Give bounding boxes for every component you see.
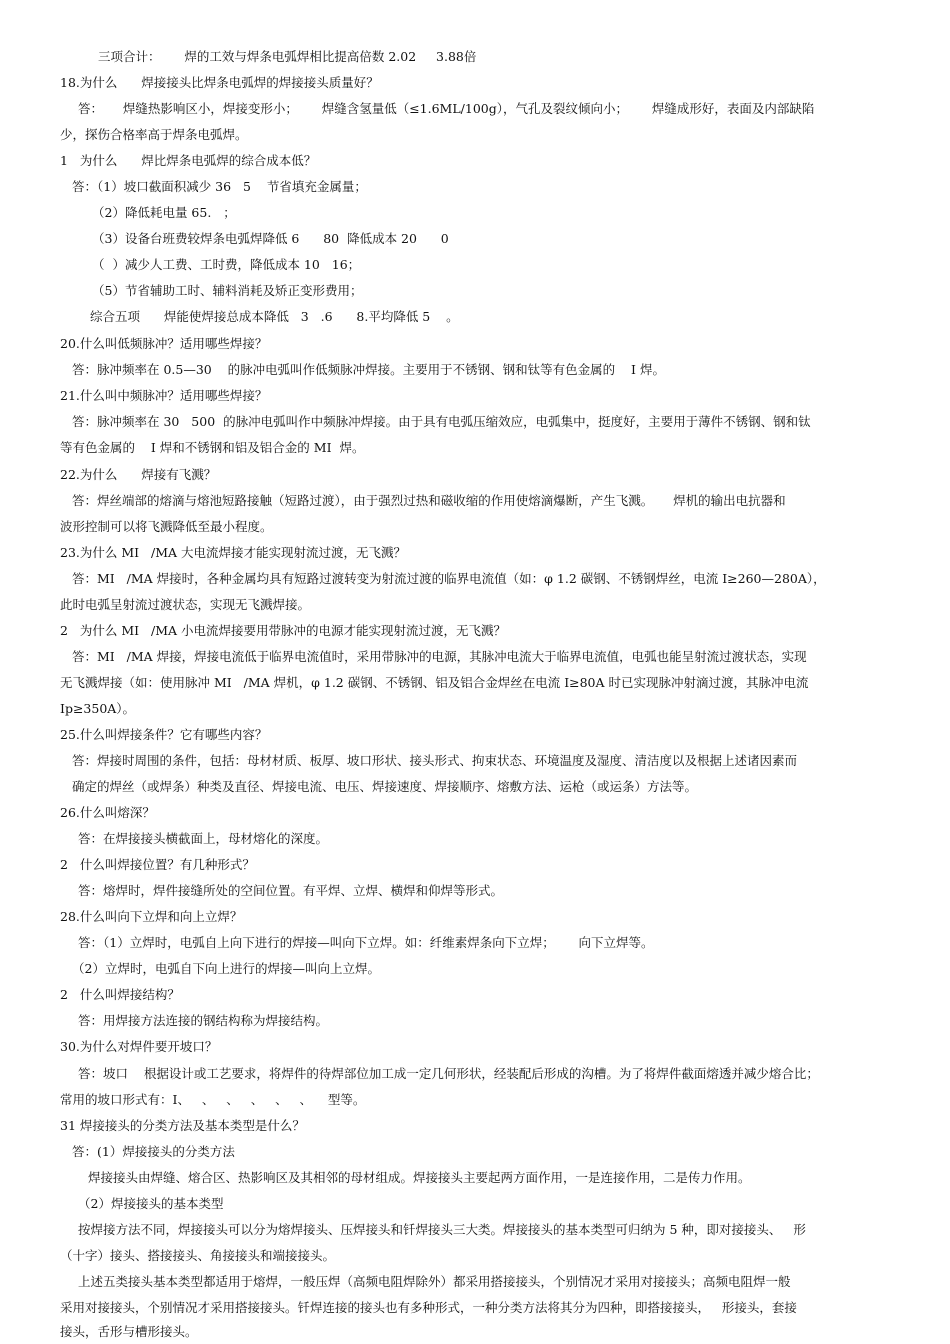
answer-line: 答：坡口 根据设计或工艺要求，将焊件的待焊部位加工成一定几何形状，经装配后形成的沟槽。为了将焊件截面熔透并减少熔合比； bbox=[78, 1066, 819, 1081]
answer-line: 答：MI /MA 焊接，焊接电流低于临界电流值时，采用带脉冲的电源，其脉冲电流大于临界电流值，电弧也能呈射流过渡状态，实现 bbox=[72, 649, 807, 664]
section-heading: （2）焊接接头的基本类型 bbox=[78, 1196, 224, 1211]
text-line: 上述五类接头基本类型都适用于熔焊，一般压焊（高频电阻焊除外）都采用搭接接头，个别情况才采用对接接头；高频电阻焊一般 bbox=[78, 1274, 791, 1289]
list-item: （3）设备台班费较焊条电弧焊降低 6 80 降低成本 20 0 bbox=[92, 231, 449, 246]
question-line: 23.为什么 MI /MA 大电流焊接才能实现射流过渡，无飞溅？ bbox=[60, 545, 407, 560]
question-line: 1 为什么 焊比焊条电弧焊的综合成本低？ bbox=[60, 153, 317, 168]
question-line: 2 什么叫焊接结构？ bbox=[60, 987, 180, 1002]
text-line: （2）立焊时，电弧自下向上进行的焊接—叫向上立焊。 bbox=[72, 961, 380, 976]
text-line: 综合五项 焊能使焊接总成本降低 3 .6 8.平均降低 5 。 bbox=[90, 309, 459, 324]
answer-line: 答：(1）焊接接头的分类方法 bbox=[72, 1144, 235, 1159]
text-line: 采用对接接头，个别情况才采用搭接接头。钎焊连接的接头也有多种形式，一种分类方法将其分为四种，即搭接接头， 形接头，套接 bbox=[60, 1300, 797, 1315]
text-line: 接头，舌形与槽形接头。 bbox=[60, 1324, 198, 1339]
list-item: （5）节省辅助工时、辅料消耗及矫正变形费用； bbox=[92, 283, 363, 298]
answer-line: 答：熔焊时，焊件接缝所处的空间位置。有平焊、立焊、横焊和仰焊等形式。 bbox=[78, 883, 504, 898]
answer-line: 答：焊接时周围的条件，包括：母材材质、板厚、坡口形状、接头形式、拘束状态、环境温度及湿度、清洁度以及根据上述诸因素而 bbox=[72, 753, 798, 768]
question-line: 22.为什么 焊接有飞溅？ bbox=[60, 467, 217, 482]
text-line: 常用的坡口形式有：I、 、 、 、 、 、 型等。 bbox=[60, 1092, 366, 1107]
answer-line: 答：用焊接方法连接的钢结构称为焊接结构。 bbox=[78, 1013, 329, 1028]
text-line: 此时电弧呈射流过渡状态，实现无飞溅焊接。 bbox=[60, 597, 311, 612]
question-line: 31 焊接接头的分类方法及基本类型是什么？ bbox=[60, 1118, 305, 1133]
list-item: （ ）减少人工费、工时费，降低成本 10 16； bbox=[92, 257, 361, 272]
list-item: （2）降低耗电量 65. ； bbox=[92, 205, 236, 220]
text-line: 少，探伤合格率高于焊条电弧焊。 bbox=[60, 127, 248, 142]
question-line: 26.什么叫熔深？ bbox=[60, 805, 155, 820]
answer-line: 答：脉冲频率在 30 500 的脉冲电弧叫作中频脉冲焊接。由于具有电弧压缩效应，电弧集中，挺度好，主要用于薄件不锈钢、钢和钛 bbox=[72, 414, 811, 429]
text-line: 波形控制可以将飞溅降低至最小程度。 bbox=[60, 519, 273, 534]
text-line: 三项合计： 焊的工效与焊条电弧焊相比提高倍数 2.02 3.88倍 bbox=[98, 49, 477, 64]
question-line: 18.为什么 焊接接头比焊条电弧焊的焊接接头质量好？ bbox=[60, 75, 379, 90]
answer-line: 答：（1）坡口截面积减少 36 5 节省填充金属量； bbox=[72, 179, 367, 194]
answer-line: 答：焊丝端部的熔滴与熔池短路接触（短路过渡），由于强烈过热和磁收缩的作用使熔滴爆断，产生飞溅。 焊机的输出电抗器和 bbox=[72, 493, 786, 508]
answer-line: 答：在焊接接头横截面上，母材熔化的深度。 bbox=[78, 831, 329, 846]
text-line: （十字）接头、搭接接头、角接接头和端接接头。 bbox=[60, 1248, 336, 1263]
text-line: Ip≥350A）。 bbox=[60, 701, 136, 716]
answer-line: 答： 焊缝热影响区小，焊接变形小； 焊缝含氢量低（≤1.6ML/100g），气孔及裂纹倾向小； 焊缝成形好，表面及内部缺陷 bbox=[78, 101, 815, 116]
text-line: 确定的焊丝（或焊条）种类及直径、焊接电流、电压、焊接速度、焊接顺序、熔敷方法、运枪（或运条）方法等。 bbox=[72, 779, 698, 794]
answer-line: 答：MI /MA 焊接时，各种金属均具有短路过渡转变为射流过渡的临界电流值（如：φ 1.2 碳钢、不锈钢焊丝，电流 I≥260—280A）， bbox=[72, 571, 826, 586]
question-line: 20.什么叫低频脉冲？适用哪些焊接？ bbox=[60, 336, 268, 351]
question-line: 25.什么叫焊接条件？它有哪些内容？ bbox=[60, 727, 268, 742]
text-line: 无飞溅焊接（如：使用脉冲 MI /MA 焊机，φ 1.2 碳钢、不锈钢、铝及铝合金焊丝在电流 I≥80A 时已实现脉冲射滴过渡，其脉冲电流 bbox=[60, 675, 809, 690]
text-line: 等有色金属的 I 焊和不锈钢和铝及铝合金的 MI 焊。 bbox=[60, 440, 365, 455]
text-line: 按焊接方法不同，焊接接头可以分为熔焊接头、压焊接头和钎焊接头三大类。焊接接头的基本类型可归纳为 5 种，即对接接头、 形 bbox=[78, 1222, 806, 1237]
text-line: 焊接接头由焊缝、熔合区、热影响区及其相邻的母材组成。焊接接头主要起两方面作用，一是连接作用，二是传力作用。 bbox=[88, 1170, 751, 1185]
question-line: 2 什么叫焊接位置？有几种形式？ bbox=[60, 857, 255, 872]
question-line: 28.什么叫向下立焊和向上立焊？ bbox=[60, 909, 243, 924]
answer-line: 答：（1）立焊时，电弧自上向下进行的焊接—叫向下立焊。如：纤维素焊条向下立焊； 向下立焊等。 bbox=[78, 935, 654, 950]
question-line: 21.什么叫中频脉冲？适用哪些焊接？ bbox=[60, 388, 268, 403]
question-line: 30.为什么对焊件要开坡口？ bbox=[60, 1039, 218, 1054]
question-line: 2 为什么 MI /MA 小电流焊接要用带脉冲的电源才能实现射流过渡，无飞溅？ bbox=[60, 623, 507, 638]
answer-line: 答：脉冲频率在 0.5—30 的脉冲电弧叫作低频脉冲焊接。主要用于不锈钢、钢和钛等有色金属的 I 焊。 bbox=[72, 362, 665, 377]
